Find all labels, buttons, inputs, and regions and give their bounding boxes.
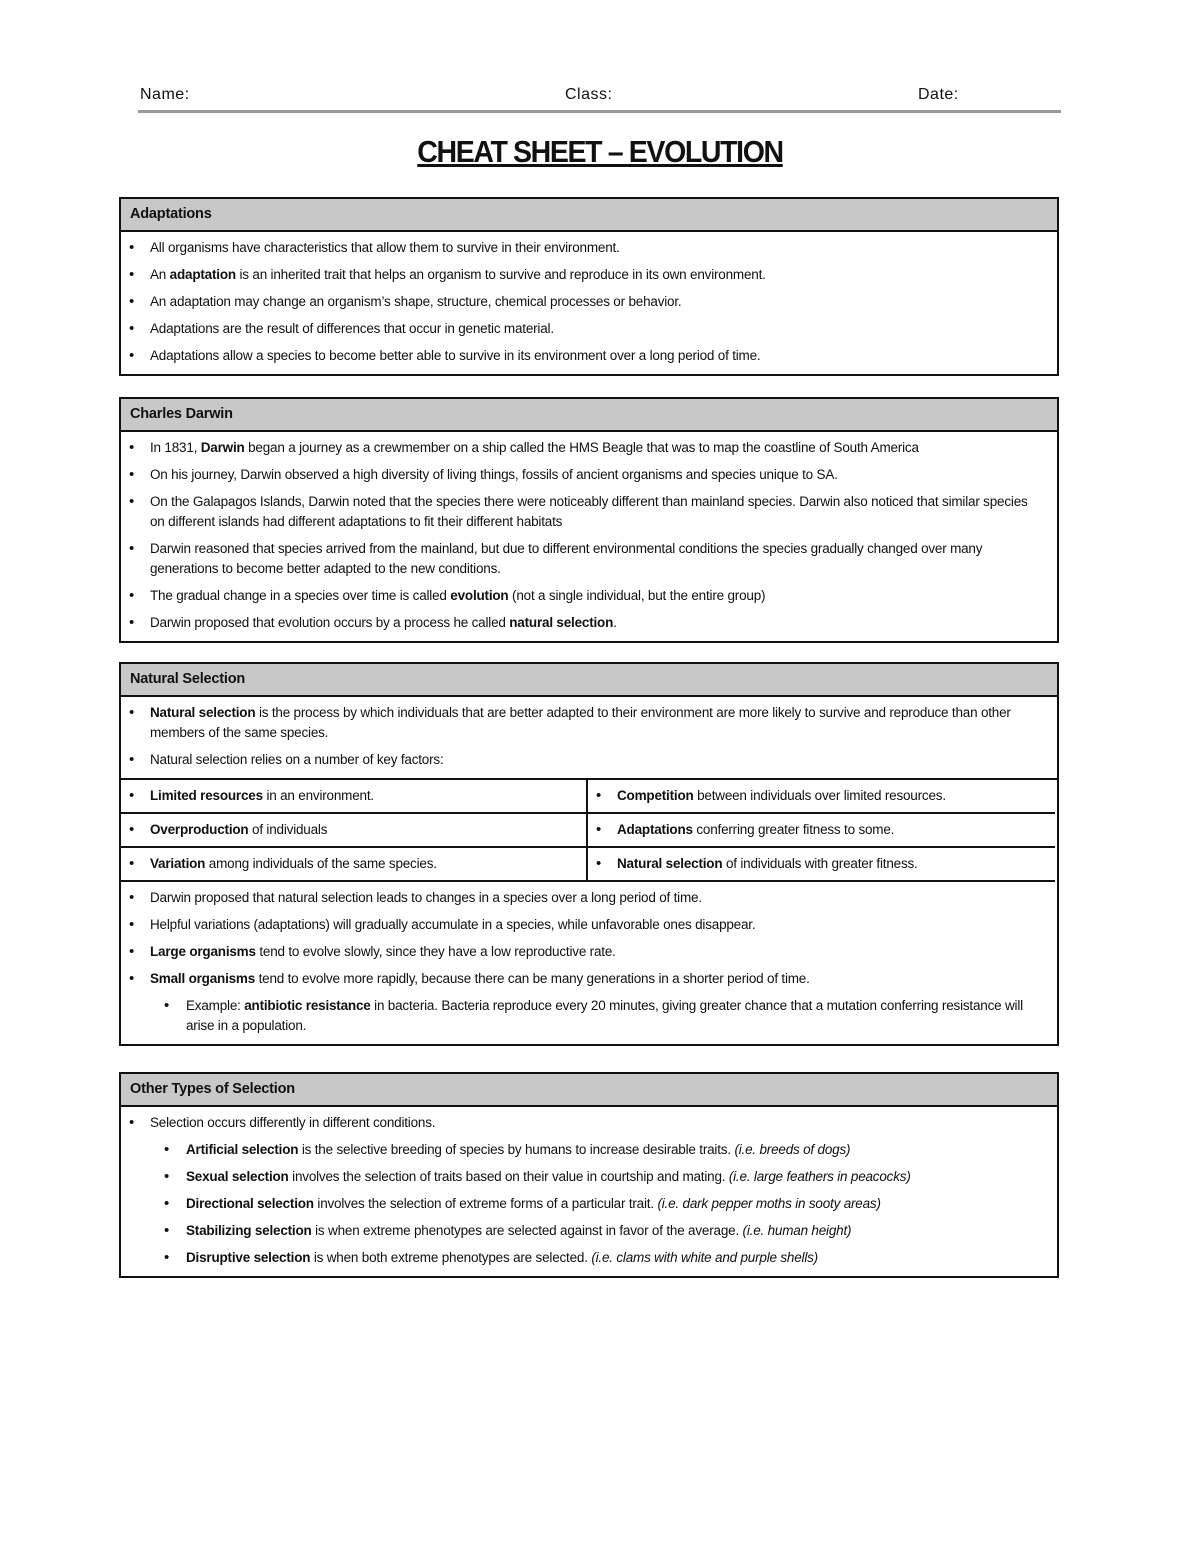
list-item: • Large organisms tend to evolve slowly, since they have a low reproductive rate.: [121, 942, 1057, 962]
factor-cell: • Competition between individuals over limited resources.: [588, 780, 1055, 814]
list-item: • Adaptations allow a species to become better able to survive in its environment over a long period of time.: [121, 346, 1057, 366]
list-item: • Small organisms tend to evolve more rapidly, because there can be many generations in a shorter period of time.: [121, 969, 1057, 989]
list-item: • Natural selection relies on a number of key factors:: [121, 750, 1057, 770]
adaptations-section: [119, 197, 1059, 376]
list-item: • An adaptation may change an organism’s shape, structure, chemical processes or behavior.: [121, 292, 1057, 312]
list-item: • An adaptation is an inherited trait that helps an organism to survive and reproduce in its own environment.: [121, 265, 1057, 285]
darwin-heading: Charles Darwin: [121, 399, 1057, 432]
student-info-header: [138, 86, 1060, 108]
list-item: • In 1831, Darwin began a journey as a crewmember on a ship called the HMS Beagle that was to map the coastline of South America: [121, 438, 1057, 458]
factor-cell: • Natural selection of individuals with greater fitness.: [588, 848, 1055, 882]
list-item: • Adaptations are the result of differences that occur in genetic material.: [121, 319, 1057, 339]
factor-cell: • Overproduction of individuals: [121, 814, 588, 848]
header-divider: [138, 110, 1061, 113]
list-item: • On his journey, Darwin observed a high diversity of living things, fossils of ancient organisms and species unique to SA.: [121, 465, 1057, 485]
darwin-list: [121, 438, 1057, 633]
natural-selection-outro-list: [121, 888, 1057, 1036]
list-item: • Selection occurs differently in different conditions.: [121, 1113, 1057, 1133]
example-item: • Example: antibiotic resistance in bacteria. Bacteria reproduce every 20 minutes, giving greater chance that a mutation conferring resistance will arise in a population.: [121, 996, 1057, 1036]
adaptations-list: [121, 238, 1057, 366]
adaptations-heading: Adaptations: [121, 199, 1057, 232]
darwin-section: [119, 397, 1059, 643]
list-item: • The gradual change in a species over time is called evolution (not a single individual, but the entire group): [121, 586, 1057, 606]
name-label: Name:: [140, 86, 190, 103]
class-label: Class:: [565, 86, 613, 103]
list-item: • Directional selection involves the selection of extreme forms of a particular trait. (i.e. dark pepper moths in sooty areas): [121, 1194, 1057, 1214]
list-item: • On the Galapagos Islands, Darwin noted that the species there were noticeably different than mainland species. Darwin also noticed that similar species on different islands had different adaptations to fit their different habitats: [121, 492, 1057, 532]
list-item: • Darwin proposed that evolution occurs by a process he called natural selection.: [121, 613, 1057, 633]
natural-selection-section: [119, 662, 1059, 1046]
other-selection-heading: Other Types of Selection: [121, 1074, 1057, 1107]
list-item: • Sexual selection involves the selection of traits based on their value in courtship and mating. (i.e. large feathers in peacocks): [121, 1167, 1057, 1187]
date-label: Date:: [918, 86, 959, 103]
natural-selection-intro-list: [121, 703, 1057, 770]
list-item: • Helpful variations (adaptations) will gradually accumulate in a species, while unfavorable ones disappear.: [121, 915, 1057, 935]
factor-cell: • Variation among individuals of the same species.: [121, 848, 588, 882]
list-item: • Darwin reasoned that species arrived from the mainland, but due to different environmental conditions the species gradually changed over many generations to become better adapted to the new conditions.: [121, 539, 1057, 579]
list-item: • Artificial selection is the selective breeding of species by humans to increase desirable traits. (i.e. breeds of dogs): [121, 1140, 1057, 1160]
other-selection-list: [121, 1113, 1057, 1268]
natural-selection-heading: Natural Selection: [121, 664, 1057, 697]
factor-cell: • Limited resources in an environment.: [121, 780, 588, 814]
list-item: • Darwin proposed that natural selection leads to changes in a species over a long period of time.: [121, 888, 1057, 908]
list-item: • All organisms have characteristics that allow them to survive in their environment.: [121, 238, 1057, 258]
list-item: • Stabilizing selection is when extreme phenotypes are selected against in favor of the average. (i.e. human height): [121, 1221, 1057, 1241]
list-item: • Disruptive selection is when both extreme phenotypes are selected. (i.e. clams with white and purple shells): [121, 1248, 1057, 1268]
factor-cell: • Adaptations conferring greater fitness to some.: [588, 814, 1055, 848]
list-item: • Natural selection is the process by which individuals that are better adapted to their environment are more likely to survive and reproduce than other members of the same species.: [121, 703, 1057, 743]
page-title: CHEAT SHEET – EVOLUTION: [417, 134, 783, 169]
key-factors-table: [121, 778, 1057, 882]
other-selection-section: [119, 1072, 1059, 1278]
